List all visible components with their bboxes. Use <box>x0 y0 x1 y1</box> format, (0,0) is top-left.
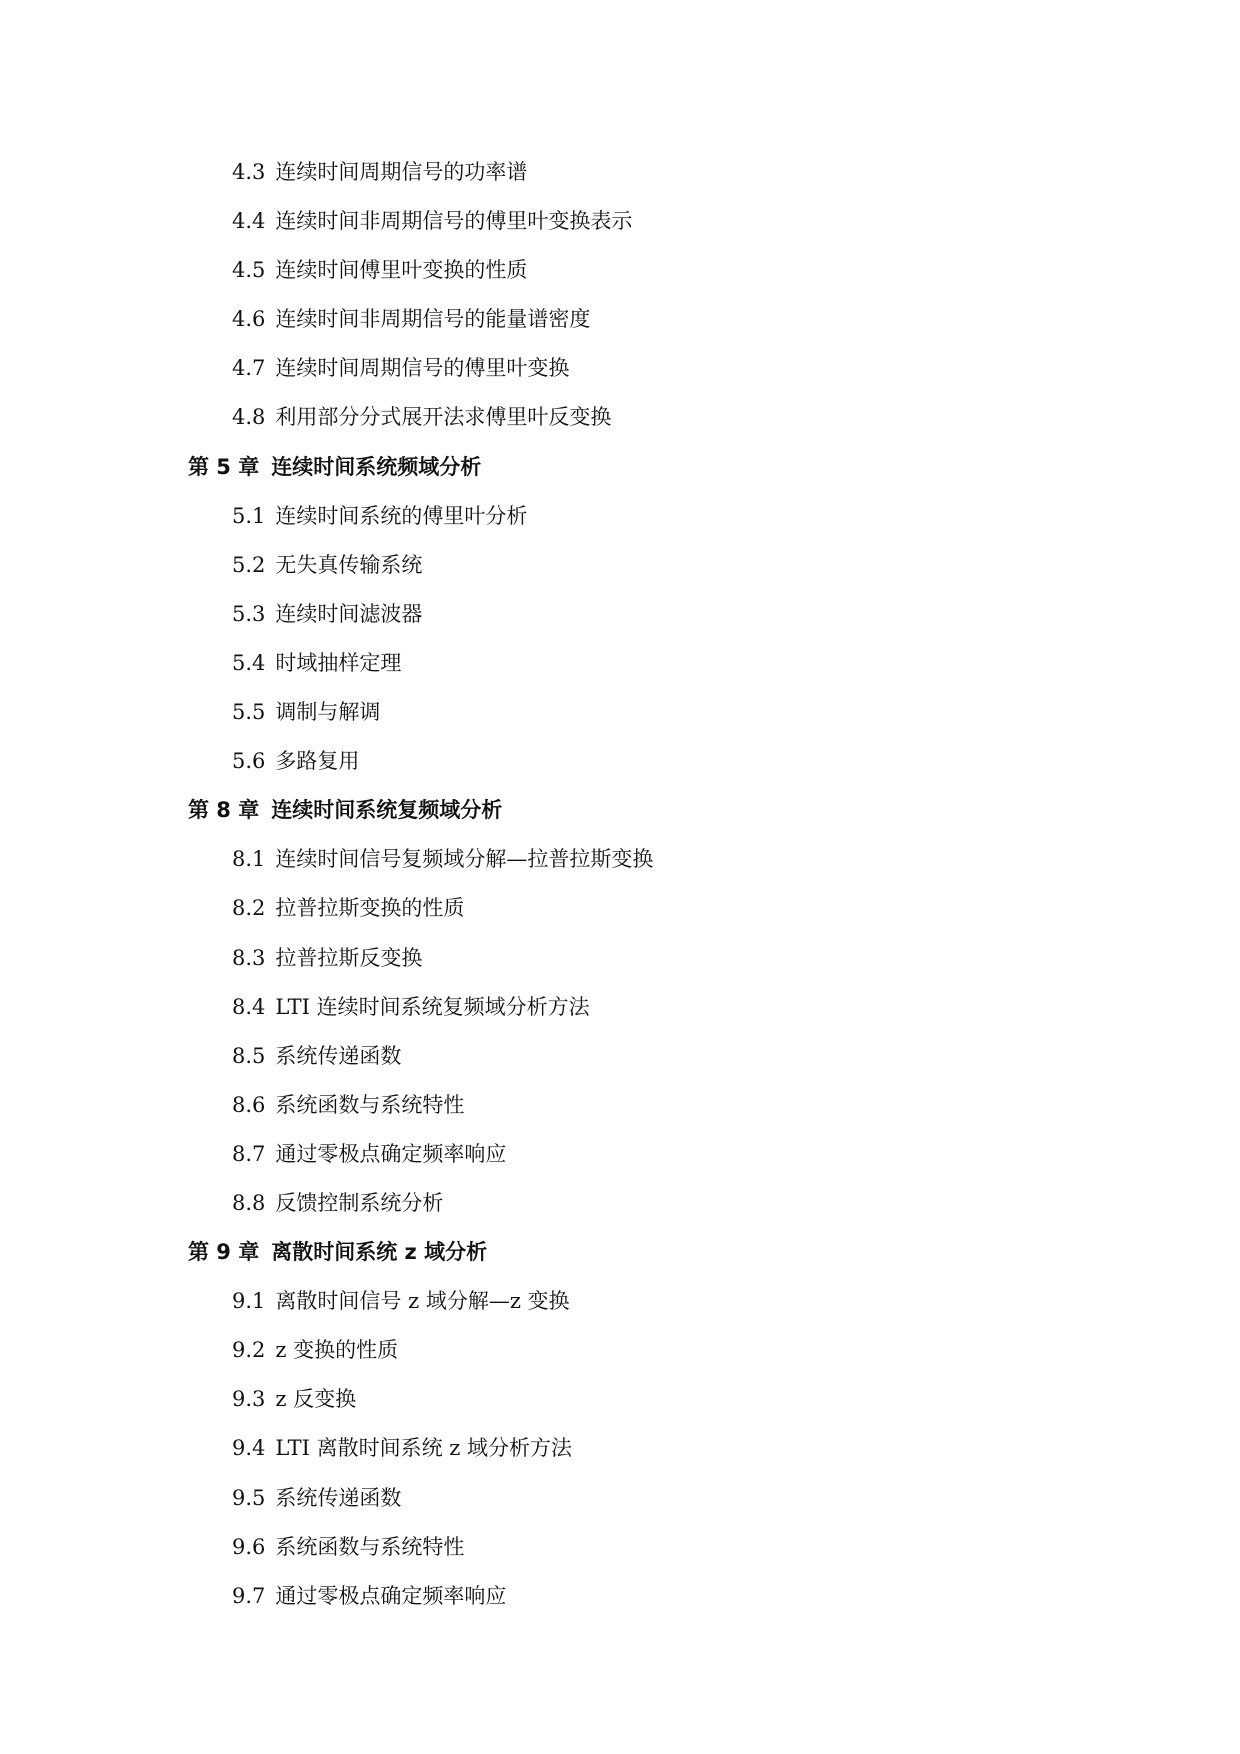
section-number: 5.1 <box>232 503 266 528</box>
toc-section-entry <box>0 1424 1240 1473</box>
section-title: 利用部分分式展开法求傅里叶反变换 <box>275 405 612 430</box>
section-title: 时域抽样定理 <box>275 650 402 675</box>
section-number: 5.4 <box>232 650 266 675</box>
toc-section-entry <box>0 393 1240 442</box>
section-number: 9.2 <box>232 1338 266 1363</box>
toc-section-entry <box>0 344 1240 393</box>
section-title: 系统传递函数 <box>275 1485 402 1510</box>
toc-section-entry <box>0 737 1240 786</box>
section-title: 连续时间非周期信号的傅里叶变换表示 <box>275 209 633 234</box>
section-number: 4.4 <box>232 209 266 234</box>
chapter-number: 第 8 章 <box>188 798 260 823</box>
section-number: 8.5 <box>232 1043 266 1068</box>
section-number: 4.6 <box>232 307 266 332</box>
section-title: 调制与解调 <box>275 700 381 725</box>
section-number: 9.1 <box>232 1289 266 1314</box>
section-number: 9.5 <box>232 1485 266 1510</box>
section-number: 9.6 <box>232 1534 266 1559</box>
toc-section-entry <box>0 835 1240 884</box>
section-number: 8.6 <box>232 1092 266 1117</box>
toc-section-entry <box>0 1032 1240 1081</box>
toc-section-entry <box>0 148 1240 197</box>
chapter-number: 第 9 章 <box>188 1240 260 1265</box>
section-number: 8.3 <box>232 945 266 970</box>
section-title: LTI 连续时间系统复频域分析方法 <box>275 994 590 1019</box>
section-number: 4.7 <box>232 356 266 381</box>
section-title: 离散时间信号 z 域分解—z 变换 <box>275 1289 570 1314</box>
toc-section-entry <box>0 246 1240 295</box>
section-number: 8.4 <box>232 994 266 1019</box>
section-title: 连续时间信号复频域分解—拉普拉斯变换 <box>275 847 654 872</box>
toc-section-entry <box>0 197 1240 246</box>
toc-section-entry <box>0 934 1240 983</box>
section-title: 反馈控制系统分析 <box>275 1190 444 1215</box>
section-title: 连续时间傅里叶变换的性质 <box>275 258 528 283</box>
toc-section-entry <box>0 1326 1240 1375</box>
toc-section-entry <box>0 1523 1240 1572</box>
section-title: 连续时间周期信号的功率谱 <box>275 160 528 184</box>
toc-section-entry <box>0 1474 1240 1523</box>
section-title: 拉普拉斯变换的性质 <box>275 896 465 921</box>
section-title: z 变换的性质 <box>275 1338 399 1363</box>
toc-chapter-heading <box>0 786 1240 835</box>
section-number: 5.2 <box>232 552 266 577</box>
toc-section-entry <box>0 1375 1240 1424</box>
toc-chapter-heading <box>0 443 1240 492</box>
table-of-contents <box>0 148 1240 1621</box>
toc-section-entry <box>0 1277 1240 1326</box>
section-title: 通过零极点确定频率响应 <box>275 1141 507 1166</box>
toc-section-entry <box>0 639 1240 688</box>
section-title: 连续时间非周期信号的能量谱密度 <box>275 307 591 332</box>
toc-section-entry <box>0 688 1240 737</box>
section-number: 8.8 <box>232 1190 266 1215</box>
chapter-title: 离散时间系统 z 域分析 <box>271 1240 488 1265</box>
section-number: 8.2 <box>232 896 266 921</box>
chapter-title: 连续时间系统复频域分析 <box>271 798 503 823</box>
section-title: 多路复用 <box>275 749 360 774</box>
toc-section-entry <box>0 295 1240 344</box>
toc-section-entry <box>0 1130 1240 1179</box>
section-title: 无失真传输系统 <box>275 552 423 577</box>
section-number: 5.6 <box>232 749 266 774</box>
section-number: 8.1 <box>232 847 266 872</box>
toc-section-entry <box>0 492 1240 541</box>
section-title: z 反变换 <box>275 1387 357 1412</box>
toc-section-entry <box>0 590 1240 639</box>
toc-section-entry <box>0 1572 1240 1621</box>
toc-section-entry <box>0 983 1240 1032</box>
section-number: 9.4 <box>232 1436 266 1461</box>
section-title: 连续时间系统的傅里叶分析 <box>275 503 528 528</box>
section-number: 4.5 <box>232 258 266 283</box>
section-title: 连续时间滤波器 <box>275 601 423 626</box>
section-title: 系统函数与系统特性 <box>275 1092 465 1117</box>
section-number: 4.3 <box>232 160 266 184</box>
toc-section-entry <box>0 884 1240 933</box>
section-title: 系统函数与系统特性 <box>275 1534 465 1559</box>
section-number: 4.8 <box>232 405 266 430</box>
section-title: LTI 离散时间系统 z 域分析方法 <box>275 1436 573 1461</box>
section-number: 9.3 <box>232 1387 266 1412</box>
toc-chapter-heading <box>0 1228 1240 1277</box>
toc-section-entry <box>0 1179 1240 1228</box>
section-number: 5.3 <box>232 601 266 626</box>
section-number: 5.5 <box>232 700 266 725</box>
toc-section-entry <box>0 1081 1240 1130</box>
section-title: 拉普拉斯反变换 <box>275 945 423 970</box>
section-title: 通过零极点确定频率响应 <box>275 1583 507 1608</box>
section-number: 8.7 <box>232 1141 266 1166</box>
section-title: 系统传递函数 <box>275 1043 402 1068</box>
section-title: 连续时间周期信号的傅里叶变换 <box>275 356 570 381</box>
section-number: 9.7 <box>232 1583 266 1608</box>
chapter-title: 连续时间系统频域分析 <box>271 454 482 479</box>
chapter-number: 第 5 章 <box>188 454 260 479</box>
toc-section-entry <box>0 541 1240 590</box>
